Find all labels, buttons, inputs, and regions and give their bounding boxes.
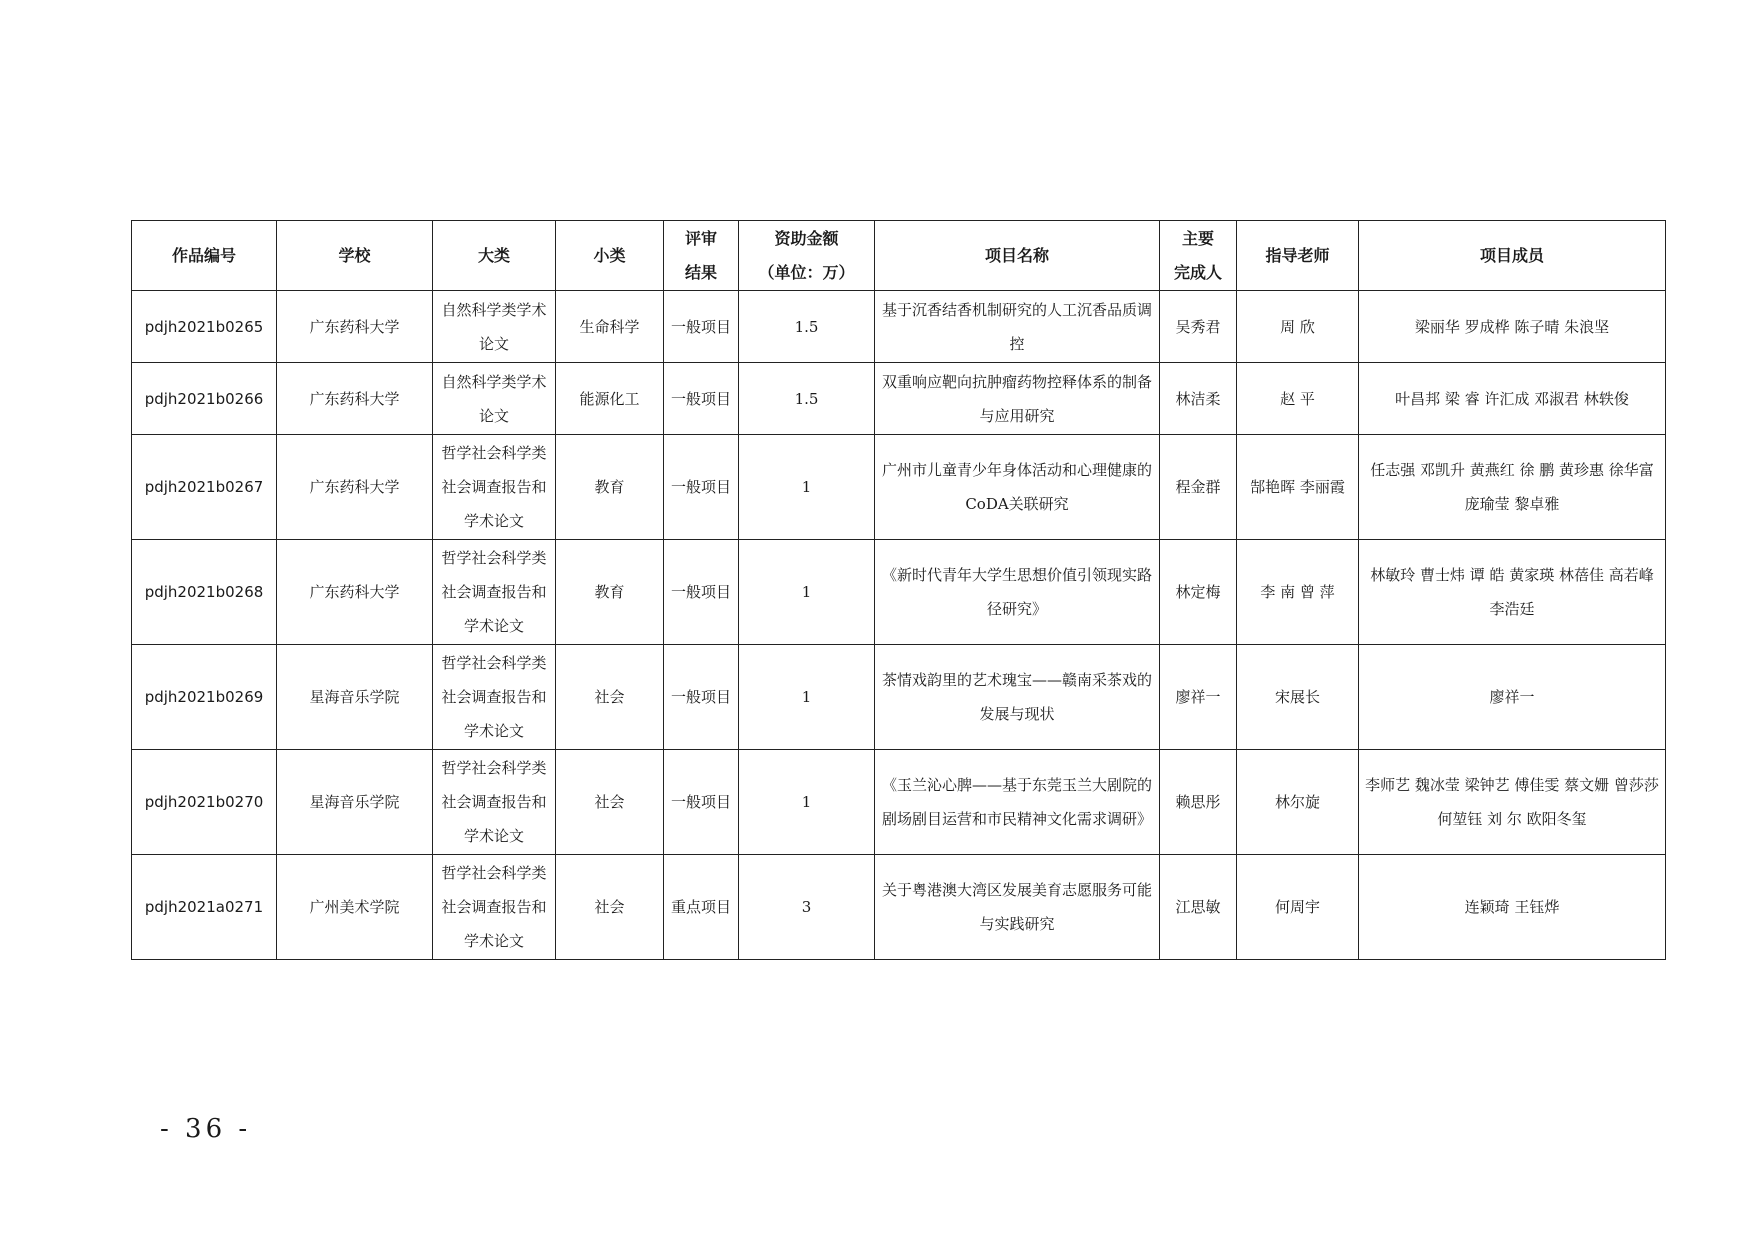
cell-result: 一般项目 (664, 540, 739, 645)
cell-amount: 1 (739, 645, 875, 750)
cell-category: 哲学社会科学类社会调查报告和学术论文 (433, 435, 556, 540)
cell-id: pdjh2021b0266 (132, 363, 277, 435)
cell-id: pdjh2021b0268 (132, 540, 277, 645)
col-header-id: 作品编号 (132, 221, 277, 291)
col-header-advisor: 指导老师 (1237, 221, 1359, 291)
cell-result: 一般项目 (664, 291, 739, 363)
cell-subcategory: 社会 (556, 855, 664, 960)
col-header-amount: 资助金额 （单位：万） (739, 221, 875, 291)
cell-advisor: 何周宇 (1237, 855, 1359, 960)
table-row (132, 435, 1666, 540)
cell-members: 李师艺 魏冰莹 梁钟艺 傅佳雯 蔡文姗 曾莎莎 何堃钰 刘 尔 欧阳冬玺 (1359, 750, 1666, 855)
table-row (132, 645, 1666, 750)
cell-subcategory: 社会 (556, 750, 664, 855)
cell-category: 哲学社会科学类社会调查报告和学术论文 (433, 750, 556, 855)
cell-amount: 3 (739, 855, 875, 960)
cell-amount: 1 (739, 750, 875, 855)
cell-subcategory: 教育 (556, 540, 664, 645)
cell-result: 重点项目 (664, 855, 739, 960)
cell-school: 广东药科大学 (277, 540, 433, 645)
cell-category: 自然科学类学术论文 (433, 291, 556, 363)
cell-id: pdjh2021b0270 (132, 750, 277, 855)
cell-advisor: 宋展长 (1237, 645, 1359, 750)
col-header-members: 项目成员 (1359, 221, 1666, 291)
cell-subcategory: 生命科学 (556, 291, 664, 363)
cell-amount: 1.5 (739, 291, 875, 363)
table-row (132, 363, 1666, 435)
table-row (132, 540, 1666, 645)
cell-amount: 1 (739, 540, 875, 645)
cell-category: 自然科学类学术论文 (433, 363, 556, 435)
cell-members: 林敏玲 曹士炜 谭 皓 黄家瑛 林蓓佳 高若峰 李浩廷 (1359, 540, 1666, 645)
col-header-title: 项目名称 (875, 221, 1160, 291)
page-number: - 36 - (160, 1114, 252, 1144)
cell-leader: 林定梅 (1160, 540, 1237, 645)
cell-result: 一般项目 (664, 750, 739, 855)
cell-id: pdjh2021b0269 (132, 645, 277, 750)
cell-id: pdjh2021a0271 (132, 855, 277, 960)
cell-members: 叶昌邦 梁 睿 许汇成 邓淑君 林轶俊 (1359, 363, 1666, 435)
cell-title: 广州市儿童青少年身体活动和心理健康的CoDA关联研究 (875, 435, 1160, 540)
cell-id: pdjh2021b0265 (132, 291, 277, 363)
col-header-leader: 主要 完成人 (1160, 221, 1237, 291)
cell-title: 基于沉香结香机制研究的人工沉香品质调控 (875, 291, 1160, 363)
cell-leader: 吴秀君 (1160, 291, 1237, 363)
cell-result: 一般项目 (664, 363, 739, 435)
col-header-school: 学校 (277, 221, 433, 291)
header-row (132, 221, 1666, 291)
cell-subcategory: 教育 (556, 435, 664, 540)
cell-category: 哲学社会科学类社会调查报告和学术论文 (433, 645, 556, 750)
table-row (132, 855, 1666, 960)
cell-category: 哲学社会科学类社会调查报告和学术论文 (433, 540, 556, 645)
cell-leader: 林洁柔 (1160, 363, 1237, 435)
cell-school: 星海音乐学院 (277, 750, 433, 855)
cell-advisor: 李 南 曾 萍 (1237, 540, 1359, 645)
cell-advisor: 郜艳晖 李丽霞 (1237, 435, 1359, 540)
cell-members: 任志强 邓凯升 黄燕红 徐 鹏 黄珍惠 徐华富 庞瑜莹 黎卓雅 (1359, 435, 1666, 540)
col-header-subcategory: 小类 (556, 221, 664, 291)
cell-subcategory: 社会 (556, 645, 664, 750)
cell-school: 广东药科大学 (277, 291, 433, 363)
cell-result: 一般项目 (664, 435, 739, 540)
col-header-result: 评审 结果 (664, 221, 739, 291)
project-table (131, 220, 1666, 960)
cell-leader: 江思敏 (1160, 855, 1237, 960)
table-row (132, 291, 1666, 363)
cell-title: 双重响应靶向抗肿瘤药物控释体系的制备与应用研究 (875, 363, 1160, 435)
cell-members: 梁丽华 罗成桦 陈子晴 朱浪坚 (1359, 291, 1666, 363)
cell-advisor: 周 欣 (1237, 291, 1359, 363)
cell-title: 茶情戏韵里的艺术瑰宝——赣南采茶戏的发展与现状 (875, 645, 1160, 750)
cell-leader: 赖思彤 (1160, 750, 1237, 855)
cell-category: 哲学社会科学类社会调查报告和学术论文 (433, 855, 556, 960)
cell-title: 关于粤港澳大湾区发展美育志愿服务可能与实践研究 (875, 855, 1160, 960)
cell-school: 广东药科大学 (277, 363, 433, 435)
cell-id: pdjh2021b0267 (132, 435, 277, 540)
cell-amount: 1 (739, 435, 875, 540)
col-header-category: 大类 (433, 221, 556, 291)
cell-advisor: 林尔旋 (1237, 750, 1359, 855)
cell-result: 一般项目 (664, 645, 739, 750)
cell-advisor: 赵 平 (1237, 363, 1359, 435)
cell-members: 廖祥一 (1359, 645, 1666, 750)
cell-school: 星海音乐学院 (277, 645, 433, 750)
cell-leader: 程金群 (1160, 435, 1237, 540)
cell-school: 广州美术学院 (277, 855, 433, 960)
cell-title: 《新时代青年大学生思想价值引领现实路径研究》 (875, 540, 1160, 645)
table-row (132, 750, 1666, 855)
cell-school: 广东药科大学 (277, 435, 433, 540)
cell-title: 《玉兰沁心脾——基于东莞玉兰大剧院的剧场剧目运营和市民精神文化需求调研》 (875, 750, 1160, 855)
cell-amount: 1.5 (739, 363, 875, 435)
cell-members: 连颖琦 王钰烨 (1359, 855, 1666, 960)
cell-subcategory: 能源化工 (556, 363, 664, 435)
cell-leader: 廖祥一 (1160, 645, 1237, 750)
